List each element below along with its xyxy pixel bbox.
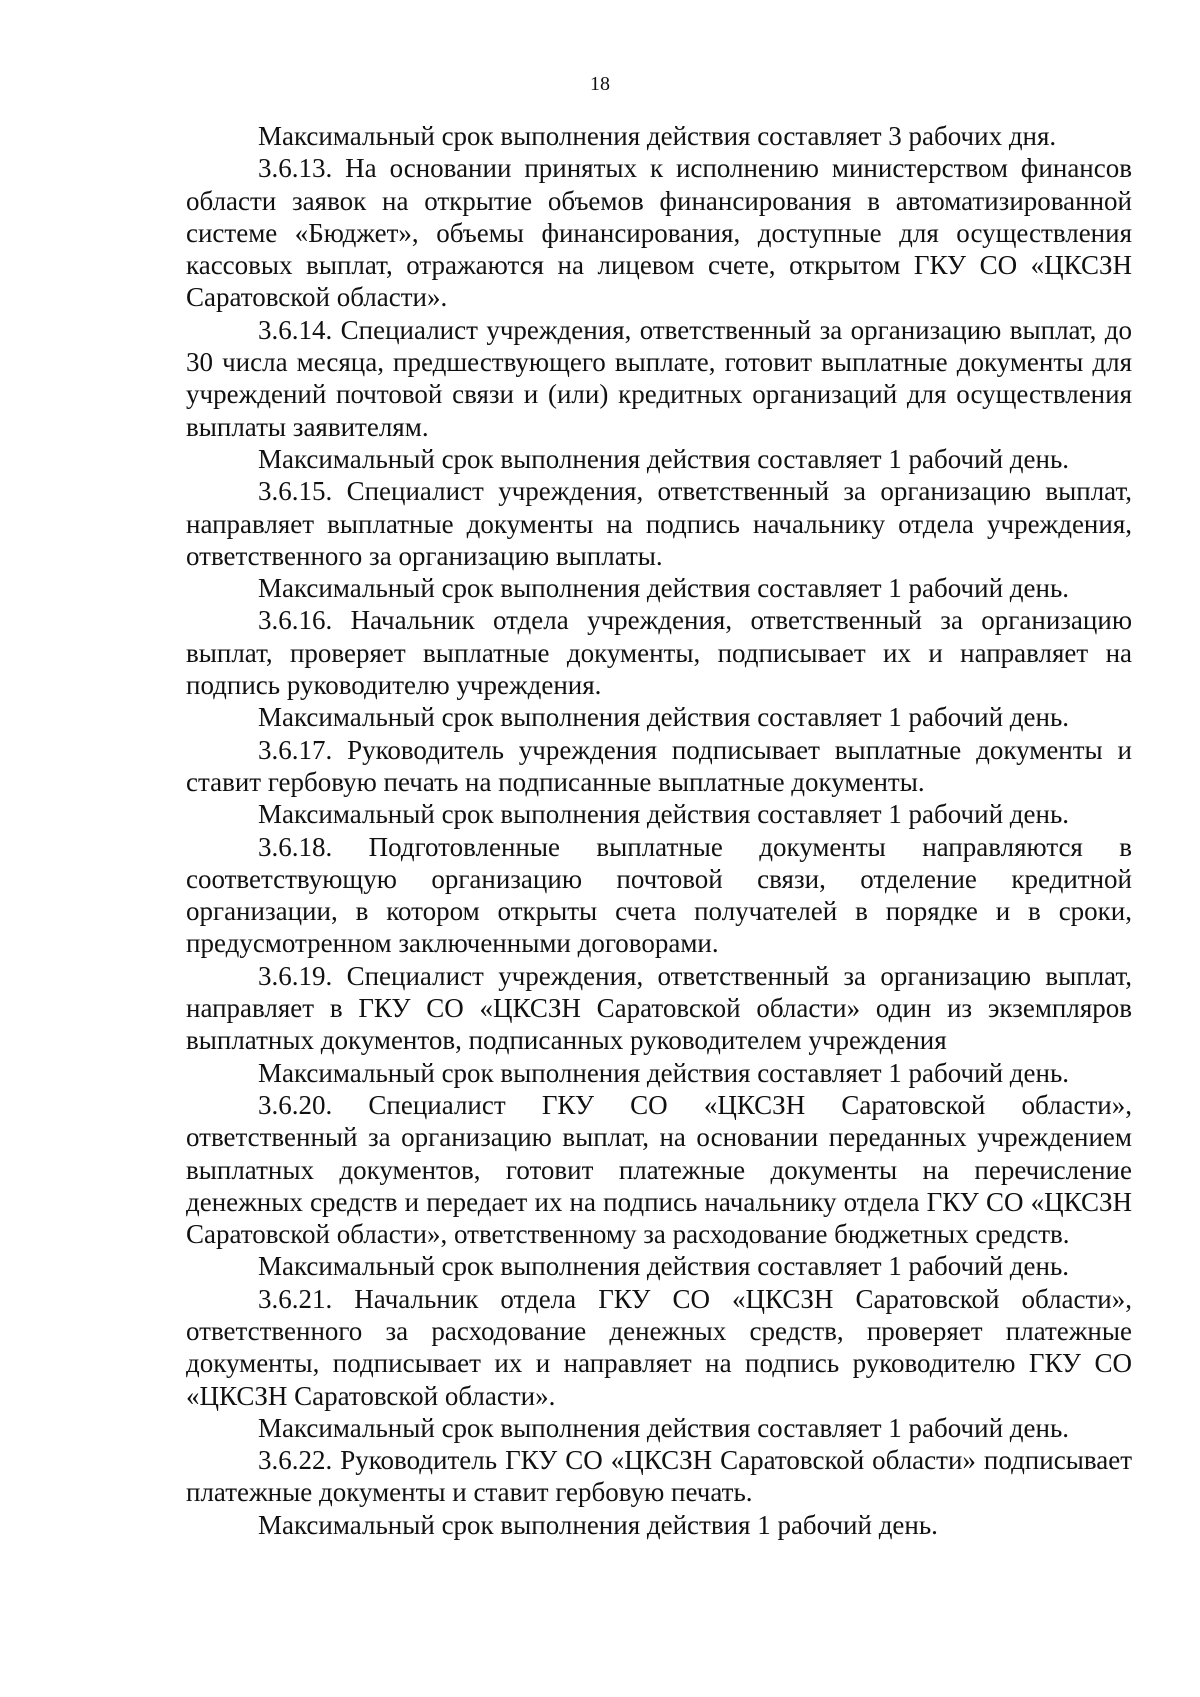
paragraph-3-6-15: 3.6.15. Специалист учреждения, ответственный за организацию выплат, направляет выплатные документы на подпись начальнику отдела учреждения, ответственного за организацию выплаты. bbox=[186, 476, 1132, 571]
paragraph-3-6-18: 3.6.18. Подготовленные выплатные документы направляются в соответствующую организацию почтовой связи, отделение кредитной организации, в котором открыты счета получателей в порядке и в сроки, предусмотренном заключенными договорами. bbox=[186, 831, 1132, 959]
paragraph-max-term: Максимальный срок выполнения действия составляет 1 рабочий день. bbox=[258, 443, 1070, 474]
paragraph-3-6-19: 3.6.19. Специалист учреждения, ответственный за организацию выплат, направляет в ГКУ СО «ЦКСЗН Саратовской области» один из экземпляров выплатных документов, подписанных руководителем учреждения bbox=[186, 960, 1132, 1056]
paragraph-3-6-17: 3.6.17. Руководитель учреждения подписывает выплатные документы и ставит гербовую печать на подписанные выплатные документы. bbox=[186, 734, 1132, 797]
paragraph-max-term-final: Максимальный срок выполнения действия 1 рабочий день. bbox=[258, 1509, 938, 1540]
page-number: 18 bbox=[590, 73, 610, 95]
paragraph-max-term: Максимальный срок выполнения действия составляет 1 рабочий день. bbox=[258, 799, 1070, 830]
paragraph-3-6-13: 3.6.13. На основании принятых к исполнению министерством финансов области заявок на открытие объемов финансирования в автоматизированной системе «Бюджет», объемы финансирования, доступные для осуществления кассовых выплат, отражаются на лицевом счете, открытом ГКУ СО «ЦКСЗН Саратовской области». bbox=[186, 153, 1132, 313]
paragraph-max-term-3-days: Максимальный срок выполнения действия составляет 3 рабочих дня. bbox=[258, 121, 1057, 151]
paragraph-max-term: Максимальный срок выполнения действия составляет 1 рабочий день. bbox=[258, 702, 1070, 733]
document-body bbox=[186, 120, 1132, 1541]
paragraph-max-term: Максимальный срок выполнения действия составляет 1 рабочий день. bbox=[258, 1251, 1070, 1282]
paragraph-max-term: Максимальный срок выполнения действия составляет 1 рабочий день. bbox=[258, 1412, 1070, 1443]
paragraph-max-term: Максимальный срок выполнения действия составляет 1 рабочий день. bbox=[258, 1057, 1070, 1088]
paragraph-3-6-22: 3.6.22. Руководитель ГКУ СО «ЦКСЗН Саратовской области» подписывает платежные документы и ставит гербовую печать. bbox=[186, 1445, 1132, 1508]
paragraph-3-6-20: 3.6.20. Специалист ГКУ СО «ЦКСЗН Саратовской области», ответственный за организацию выплат, на основании переданных учреждением выплатных документов, готовит платежные документы на перечисление денежных средств и передает их на подпись начальнику отдела ГКУ СО «ЦКСЗН Саратовской области», ответственному за расходование бюджетных средств. bbox=[186, 1089, 1132, 1250]
paragraph-3-6-21: 3.6.21. Начальник отдела ГКУ СО «ЦКСЗН Саратовской области», ответственного за расходование денежных средств, проверяет платежные документы, подписывает их и направляет на подпись руководителю ГКУ СО «ЦКСЗН Саратовской области». bbox=[186, 1283, 1132, 1411]
paragraph-3-6-14: 3.6.14. Специалист учреждения, ответственный за организацию выплат, до 30 числа месяца, предшествующего выплате, готовит выплатные документы для учреждений почтовой связи и (или) кредитных организаций для осуществления выплаты заявителям. bbox=[186, 314, 1132, 442]
paragraph-max-term: Максимальный срок выполнения действия составляет 1 рабочий день. bbox=[258, 573, 1070, 604]
paragraph-3-6-16: 3.6.16. Начальник отдела учреждения, ответственный за организацию выплат, проверяет выплатные документы, подписывает их и направляет на подпись руководителю учреждения. bbox=[186, 605, 1132, 701]
